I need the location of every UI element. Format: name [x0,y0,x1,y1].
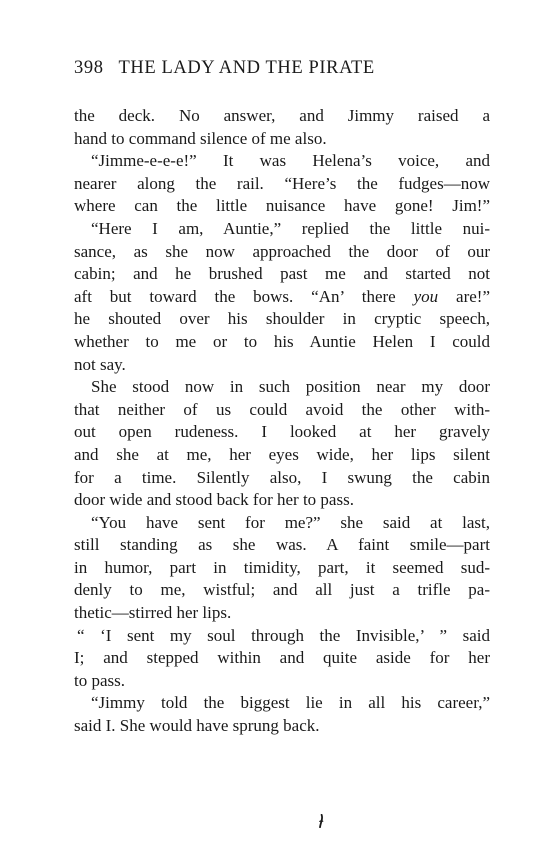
text-line: out open rudeness. I looked at her gravely [74,422,490,442]
text-line: aft but toward the bows. “An’ there you are!” [74,286,490,306]
text-line: for a time. Silently also, I swung the cabin [74,467,490,487]
text-line: said I. She would have sprung back. [74,716,320,736]
text-line: and she at me, her eyes wide, her lips silent [74,444,490,464]
text-line: “Here I am, Auntie,” replied the little nui- [91,218,490,238]
text-line: “ ‘I sent my soul through the Invisible,’ ” said [77,625,490,645]
text-line: thetic—stirred her lips. [74,603,232,623]
page-number: 398 [74,58,104,78]
text-line: the deck. No answer, and Jimmy raised a [74,106,490,125]
text-line: sance, as she now approached the door of our [74,241,490,261]
text-line: “Jimmy told the biggest lie in all his career,” [91,693,490,713]
text-line: nearer along the rail. “Here’s the fudges—now [74,173,490,193]
text-line: “Jimme-e-e-e!” It was Helena’s voice, and [91,151,490,171]
text-line: door wide and stood back for her to pass. [74,490,354,510]
text-line: hand to command silence of me also. [74,128,327,148]
book-title: THE LADY AND THE PIRATE [118,58,375,78]
running-head [74,58,474,79]
text-line: “You have sent for me?” she said at last, [91,512,490,532]
text-line: in humor, part in timidity, part, it seemed sud- [74,557,490,577]
text-line: he shouted over his shoulder in cryptic speech, [74,309,490,329]
body-text [74,105,490,738]
text-line: that neither of us could avoid the other with- [74,399,490,419]
text-line: denly to me, wistful; and all just a trifle pa- [74,580,490,600]
printer-signature-mark [317,814,325,828]
text-line: not say. [74,354,126,374]
text-line: whether to me or to his Auntie Helen I could [74,331,490,351]
text-line: to pass. [74,670,125,690]
text-line: cabin; and he brushed past me and started not [74,264,490,284]
text-line: I; and stepped within and quite aside for her [74,648,490,668]
text-line: She stood now in such position near my door [91,377,490,397]
text-line: still standing as she was. A faint smile—part [74,535,490,555]
text-line: where can the little nuisance have gone! Jim!” [74,196,490,216]
